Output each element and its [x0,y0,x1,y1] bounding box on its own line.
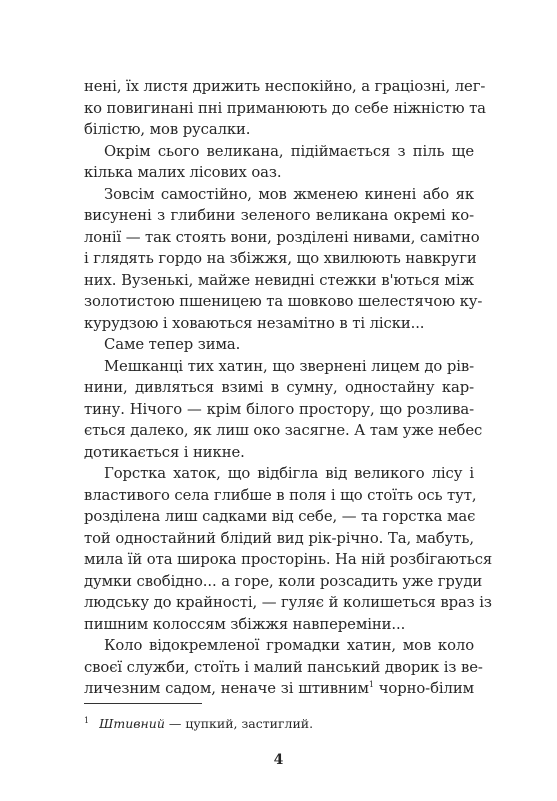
footnote [84,713,313,732]
text-line: кілька малих лісових оаз. [84,164,282,181]
text-line: Коло відокремленої громадки хатин, мов коло [104,637,474,654]
paragraph [84,334,474,356]
paragraph [84,76,486,141]
text-line: Саме тепер зима. [104,336,241,353]
text-line: дотикається і никне. [84,443,245,461]
text-line: ко повигинані пні приманюють до себе ніжністю та [84,99,486,117]
footnote-divider [84,703,202,704]
paragraph [84,356,483,464]
page-number: 4 [273,752,284,768]
text-line: розділена лиш садками від себе, — та горстка має [84,508,476,525]
text-line: людську до крайності, — гуляє й колишеться враз із [84,594,492,611]
text-line: своєї служби, стоїть і малий панський дворик із ве- [84,658,483,676]
text-line: нини, дивляться взимі в сумну, одностайну кар- [84,379,474,396]
text-line: нені, їх листя дрижить неспокійно, а граціозні, лег- [84,78,486,95]
paragraph [84,141,474,184]
text-line: властивого села глибше в поля і що стоїть ось тут, [84,486,477,504]
text-line: Горстка хаток, що відбігла від великого лісу і [104,465,474,482]
paragraph [84,635,483,700]
text-fragment: чорно-білим [378,680,474,697]
footnote-definition: — цупкий, застиглий. [164,716,314,732]
text-line: тину. Нічого — крім білого простору, що розлива- [84,400,474,418]
text-line: лонії — так стоять вони, розділені нивами, самітно [84,228,480,246]
text-fragment: личезним садом, неначе зі штивним [84,680,369,697]
paragraph [84,184,483,335]
text-line: Мешканці тих хатин, що звернені лицем до рів- [104,357,474,375]
text-line: пишним колоссям збіжжя навпереміни... [84,615,406,633]
footnote-mark: 1 [84,716,90,725]
text-line: курудзою і ховаються незамітно в ті ліски... [84,314,425,332]
text-line: білістю, мов русалки. [84,121,251,138]
text-line-with-note [84,678,474,700]
text-line: них. Вузенькі, майже невидні стежки в'ються між [84,271,474,289]
text-line: той одностайний блідий вид рік-річно. Та, мабуть, [84,529,474,547]
text-line: висунені з глибини зеленого великана окремі ко- [84,207,474,224]
body-text [84,76,493,700]
footnote-term: Штивний [99,716,165,732]
text-line: ється далеко, як лиш око засягне. А там уже небес [84,422,483,439]
paragraph [84,463,493,635]
footnote-reference[interactable]: 1 [368,680,374,690]
text-line: Зовсім самостійно, мов жменею кинені або як [104,185,474,203]
text-line: Окрім сього великана, підіймається з піль ще [104,142,474,160]
text-line: мила їй ота широка просторінь. На ній розбігаються [84,551,493,568]
text-line: золотистою пшеницею та шовково шелестячою ку- [84,293,483,310]
text-line: думки свобідно... а горе, коли розсадить уже груди [84,572,483,590]
text-line: і глядять гордо на збіжжя, що хвилюють навкруги [84,250,477,267]
